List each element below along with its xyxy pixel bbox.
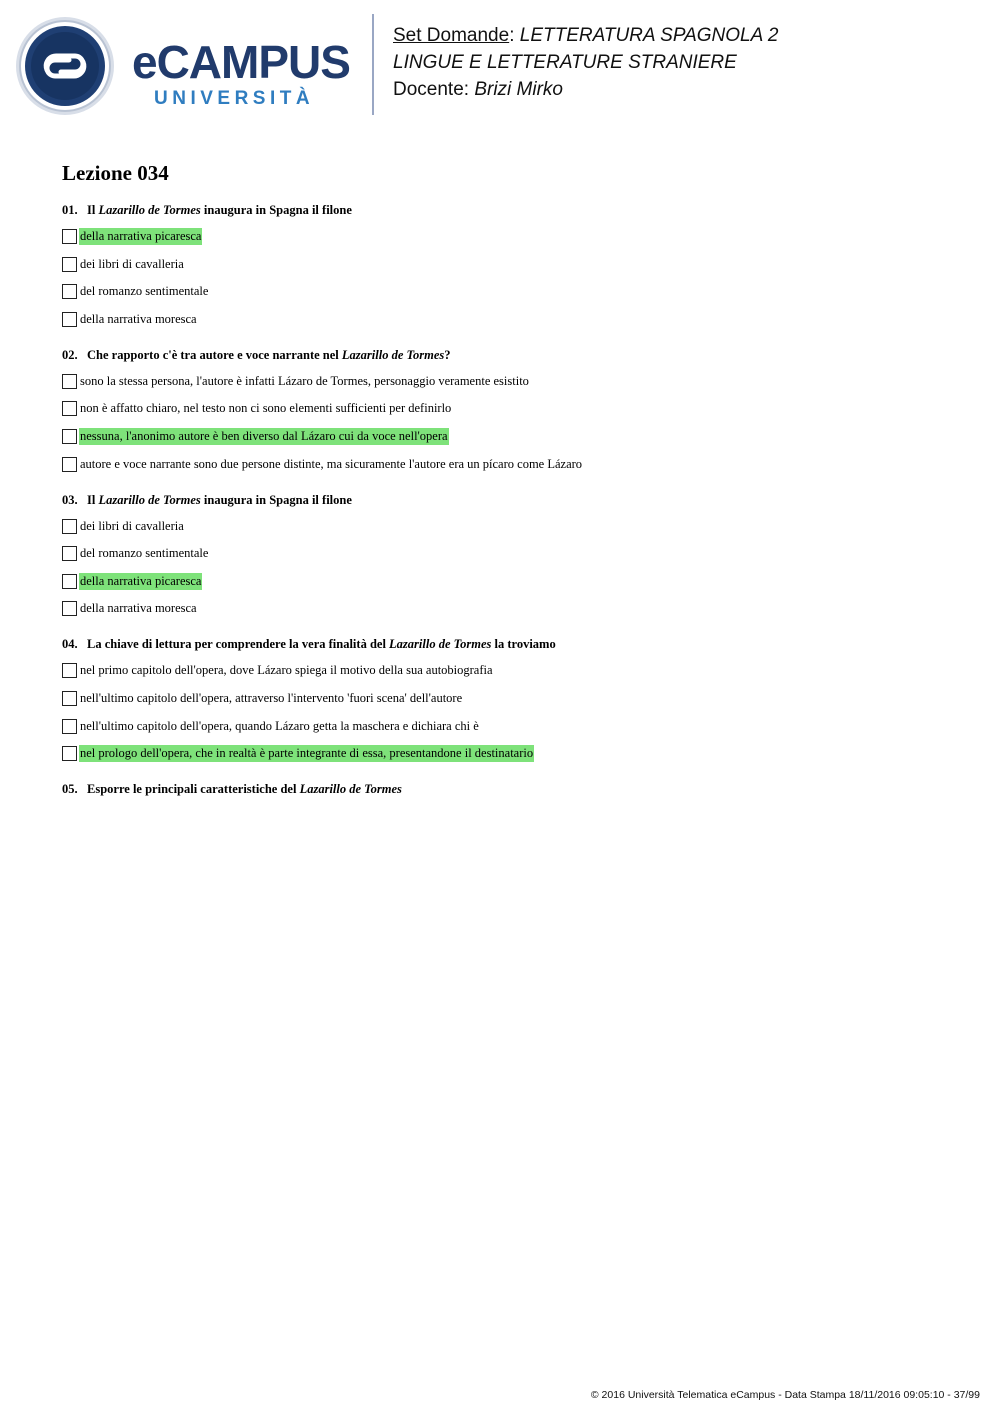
answer-text: nell'ultimo capitolo dell'opera, attraverso l'intervento 'fuori scena' dell'autore	[80, 690, 463, 705]
answer-text-correct: della narrativa picaresca	[80, 573, 202, 588]
teacher-row	[393, 76, 778, 103]
set-row	[393, 22, 778, 49]
answer-option[interactable]	[62, 255, 962, 274]
answer-option[interactable]	[62, 661, 962, 680]
answer-text: nel primo capitolo dell'opera, dove Lázaro spiega il motivo della sua autobiografia	[80, 663, 493, 678]
question-number: 01.	[62, 203, 78, 217]
question-list	[62, 202, 962, 816]
answer-text: del romanzo sentimentale	[80, 546, 209, 561]
question-text-part: Che rapporto c'è tra autore e voce narrante nel	[87, 347, 342, 362]
question-number: 02.	[62, 347, 78, 362]
answer-checkbox[interactable]	[62, 663, 77, 678]
question-text	[62, 636, 962, 653]
question-text-part: ?	[444, 347, 451, 362]
answer-checkbox[interactable]	[62, 429, 77, 444]
answer-checkbox[interactable]	[62, 457, 77, 472]
answer-option[interactable]	[62, 717, 962, 736]
answer-option[interactable]	[62, 399, 962, 418]
logo-word: eCAMPUS	[132, 36, 350, 88]
answer-text-correct: nel prologo dell'opera, che in realtà è parte integrante di essa, presentandone il destinatario	[80, 746, 534, 761]
answer-option[interactable]	[62, 310, 962, 329]
question-text-part: Il	[87, 492, 99, 507]
answer-text: della narrativa moresca	[80, 311, 197, 326]
question-title-italic: Lazarillo de Tormes	[98, 492, 201, 507]
question-text-part: la troviamo	[491, 637, 556, 652]
question-01	[62, 202, 962, 329]
question-title-italic: Lazarillo de Tormes	[98, 203, 201, 217]
question-05	[62, 781, 962, 798]
answer-checkbox[interactable]	[62, 312, 77, 327]
set-label: Set Domande	[393, 25, 510, 46]
answer-text: nell'ultimo capitolo dell'opera, quando Lázaro getta la maschera e dichiara chi è	[80, 718, 479, 733]
answer-text: dei libri di cavalleria	[80, 256, 184, 271]
answer-option[interactable]	[62, 544, 962, 563]
answer-text-correct: nessuna, l'anonimo autore è ben diverso dal Lázaro cui da voce nell'opera	[80, 428, 448, 443]
header-info	[393, 22, 778, 103]
teacher-label: Docente:	[393, 79, 475, 100]
question-04	[62, 636, 962, 763]
answer-option[interactable]	[62, 744, 962, 763]
answer-checkbox[interactable]	[62, 229, 77, 244]
question-number: 04.	[62, 637, 78, 652]
document-header	[0, 0, 1000, 130]
question-title-italic: Lazarillo de Tormes	[389, 637, 492, 652]
question-title-italic: Lazarillo de Tormes	[341, 347, 445, 362]
answer-text: del romanzo sentimentale	[80, 284, 209, 299]
answer-checkbox[interactable]	[62, 401, 77, 416]
question-text-part: inaugura in Spagna il filone	[200, 492, 352, 507]
answer-checkbox[interactable]	[62, 691, 77, 706]
answer-text: sono la stessa persona, l'autore è infatti Lázaro de Tormes, personaggio veramente esistito	[80, 373, 529, 388]
header-divider	[372, 14, 374, 115]
answer-text: della narrativa moresca	[80, 601, 197, 616]
question-text	[62, 202, 962, 219]
answer-checkbox[interactable]	[62, 284, 77, 299]
answer-checkbox[interactable]	[62, 519, 77, 534]
answer-text: autore e voce narrante sono due persone distinte, ma sicuramente l'autore era un pícaro come Lázaro	[80, 456, 583, 471]
answer-checkbox[interactable]	[62, 719, 77, 734]
page-footer: © 2016 Università Telematica eCampus - Data Stampa 18/11/2016 09:05:10 - 37/99	[590, 1389, 980, 1401]
answer-option[interactable]	[62, 427, 962, 446]
question-text-part: Il	[87, 203, 99, 217]
question-text	[62, 347, 962, 364]
question-number: 03.	[62, 492, 78, 507]
answer-option[interactable]	[62, 455, 962, 474]
answer-checkbox[interactable]	[62, 546, 77, 561]
ecampus-badge-logo	[14, 16, 116, 116]
logo-subtitle: UNIVERSITÀ	[154, 88, 315, 109]
question-text	[62, 492, 962, 509]
answer-text: non è affatto chiaro, nel testo non ci sono elementi sufficienti per definirlo	[80, 401, 452, 416]
answer-checkbox[interactable]	[62, 257, 77, 272]
answer-checkbox[interactable]	[62, 746, 77, 761]
question-03	[62, 492, 962, 619]
answer-text-correct: della narrativa picaresca	[80, 229, 202, 243]
question-text-part: Esporre le principali caratteristiche del	[87, 782, 300, 797]
answer-text: dei libri di cavalleria	[80, 518, 184, 533]
answer-option[interactable]	[62, 599, 962, 618]
question-number: 05.	[62, 782, 78, 797]
answer-option[interactable]	[62, 227, 962, 246]
question-text-part: inaugura in Spagna il filone	[200, 203, 352, 217]
lesson-title: Lezione 034	[62, 161, 169, 185]
question-text-part: La chiave di lettura per comprendere la vera finalità del	[87, 637, 390, 652]
answer-option[interactable]	[62, 517, 962, 536]
answer-option[interactable]	[62, 282, 962, 301]
program-name: LINGUE E LETTERATURE STRANIERE	[393, 52, 737, 73]
answer-checkbox[interactable]	[62, 601, 77, 616]
set-separator: :	[509, 25, 520, 46]
answer-option[interactable]	[62, 572, 962, 591]
question-02	[62, 347, 962, 474]
question-text	[62, 781, 962, 798]
ecampus-wordmark	[132, 36, 357, 112]
course-name: LETTERATURA SPAGNOLA 2	[519, 25, 779, 46]
answer-checkbox[interactable]	[62, 374, 77, 389]
answer-option[interactable]	[62, 372, 962, 391]
question-title-italic: Lazarillo de Tormes	[299, 782, 402, 797]
teacher-name: Brizi Mirko	[474, 79, 563, 100]
answer-checkbox[interactable]	[62, 574, 77, 589]
answer-option[interactable]	[62, 689, 962, 708]
